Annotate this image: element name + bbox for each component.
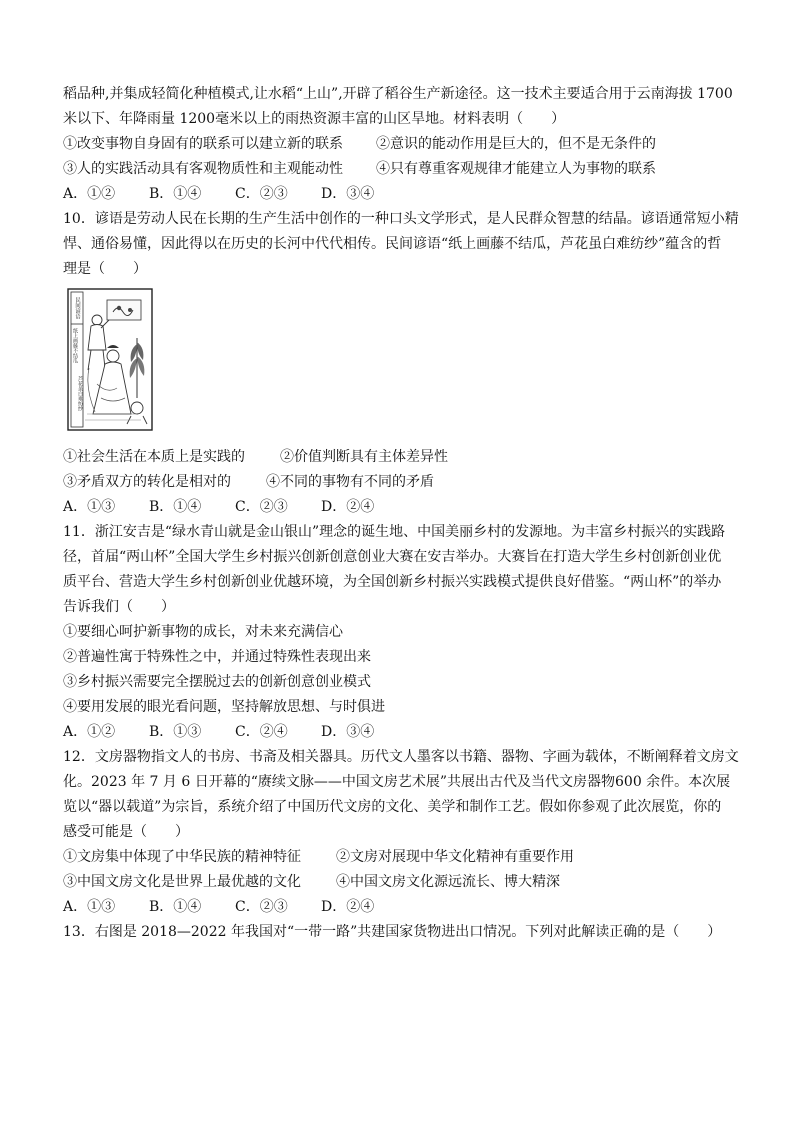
choice-d: D．②④ xyxy=(321,899,375,915)
choice-c: C．②④ xyxy=(235,724,288,740)
question-10-stem-line: 10．谚语是劳动人民在长期的生产生活中创作的一种口头文学形式，是人民群众智慧的结晶。谚语通常短小精 xyxy=(63,211,739,227)
option-3: ③中国文房文化是世界上最优越的文化 xyxy=(63,874,301,890)
option-1: ①社会生活在本质上是实践的 xyxy=(63,449,245,465)
question-12-options-row xyxy=(63,870,735,895)
question-10 xyxy=(63,207,739,520)
question-9-stem-line: 稻品种,并集成轻简化种植模式,让水稻“上山”,开辟了稻谷生产新途径。这一技术主要适合用于云南海拔 1700 xyxy=(63,86,733,102)
question-10-choices xyxy=(63,495,735,520)
choice-c: C．②③ xyxy=(235,899,288,915)
question-10-stem-line: 理是（ ） xyxy=(63,261,147,277)
choice-b: B．①④ xyxy=(149,499,202,515)
option-4: ④不同的事物有不同的矛盾 xyxy=(266,474,434,490)
question-10-stem-line: 悍、通俗易懂，因此得以在历史的长河中代代相传。民间谚语“纸上画藤不结瓜，芦花虽白难纺纱”蕴含的哲 xyxy=(63,236,722,252)
choice-a: A．①③ xyxy=(63,499,116,515)
choice-d: D．②④ xyxy=(321,499,375,515)
question-9-options-row xyxy=(63,157,735,182)
question-12 xyxy=(63,745,739,920)
question-11 xyxy=(63,520,735,745)
option-4: ④中国文房文化源远流长、博大精深 xyxy=(336,874,560,890)
option-1: ①改变事物自身固有的联系可以建立新的联系 xyxy=(63,136,343,152)
question-12-stem-line: 化。2023 年 7 月 6 日开幕的“赓续文脉——中国文房艺术展”共展出古代及当代文房器物600 余件。本次展 xyxy=(63,774,731,790)
question-11-stem-line: 径，首届“两山杯”全国大学生乡村振兴创新创意创业大赛在安吉举办。大赛旨在打造大学生乡村创新创业优 xyxy=(63,549,722,565)
option-2: ②意识的能动作用是巨大的，但不是无条件的 xyxy=(376,136,656,152)
proverb-illustration xyxy=(67,288,153,431)
question-9 xyxy=(63,82,735,207)
question-12-stem-line: 感受可能是（ ） xyxy=(63,824,189,840)
question-9-choices xyxy=(63,182,735,207)
choice-b: B．①④ xyxy=(149,899,202,915)
question-12-options-row xyxy=(63,845,735,870)
caption-proverb: 民间谚语 xyxy=(74,297,80,319)
question-10-options-row xyxy=(63,470,735,495)
choice-d: D．③④ xyxy=(321,186,375,202)
option-2: ②价值判断具有主体差异性 xyxy=(280,449,448,465)
question-13-stem-line: 13．右图是 2018—2022 年我国对“一带一路”共建国家货物进出口情况。下列对此解读正确的是（ ） xyxy=(63,924,722,940)
exam-page xyxy=(63,82,739,945)
choice-c: C．②③ xyxy=(235,186,288,202)
option-2: ②普遍性寓于特殊性之中，并通过特殊性表现出来 xyxy=(63,649,371,665)
choice-b: B．①④ xyxy=(149,186,202,202)
question-9-stem-line: 米以下、年降雨量 1200毫米以上的雨热资源丰富的山区旱地。材料表明（ ） xyxy=(63,111,566,127)
choice-a: A．①② xyxy=(63,724,116,740)
choice-a: A．①② xyxy=(63,186,116,202)
choice-d: D．③④ xyxy=(321,724,375,740)
option-2: ②文房对展现中华文化精神有重要作用 xyxy=(336,849,574,865)
question-10-options-row xyxy=(63,445,735,470)
question-11-stem-line: 告诉我们（ ） xyxy=(63,599,175,615)
option-3: ③人的实践活动具有客观物质性和主观能动性 xyxy=(63,161,343,177)
option-1: ①要细心呵护新事物的成长，对未来充满信心 xyxy=(63,624,343,640)
caption-line-2: 芦花虽白难纺纱 xyxy=(77,376,83,411)
option-3: ③矛盾双方的转化是相对的 xyxy=(63,474,231,490)
option-4: ④要用发展的眼光看问题，坚持解放思想、与时俱进 xyxy=(63,699,385,715)
choice-a: A．①③ xyxy=(63,899,116,915)
choice-b: B．①③ xyxy=(149,724,202,740)
question-12-stem-line: 览以“器以载道”为宗旨，系统介绍了中国历代文房的文化、美学和制作工艺。假如你参观了此次展览，你的 xyxy=(63,799,722,815)
question-11-choices xyxy=(63,720,735,745)
question-9-options-row xyxy=(63,132,735,157)
question-12-choices xyxy=(63,895,735,920)
question-11-stem-line: 质平台、营造大学生乡村创新创业优越环境，为全国创新乡村振兴实践模式提供良好借鉴。“两山杯”的举办 xyxy=(63,574,722,590)
option-3: ③乡村振兴需要完全摆脱过去的创新创意创业模式 xyxy=(63,674,371,690)
question-12-stem-line: 12．文房器物指文人的书房、书斋及相关器具。历代文人墨客以书籍、器物、字画为载体，不断阐释着文房文 xyxy=(63,749,739,765)
option-4: ④只有尊重客观规律才能建立人为事物的联系 xyxy=(376,161,656,177)
question-13 xyxy=(63,920,735,945)
choice-c: C．②③ xyxy=(235,499,288,515)
caption-line-1: 纸上画藤不结瓜 xyxy=(72,328,78,363)
option-1: ①文房集中体现了中华民族的精神特征 xyxy=(63,849,301,865)
question-11-stem-line: 11．浙江安吉是“绿水青山就是金山银山”理念的诞生地、中国美丽乡村的发源地。为丰富乡村振兴的实践路 xyxy=(63,524,726,540)
